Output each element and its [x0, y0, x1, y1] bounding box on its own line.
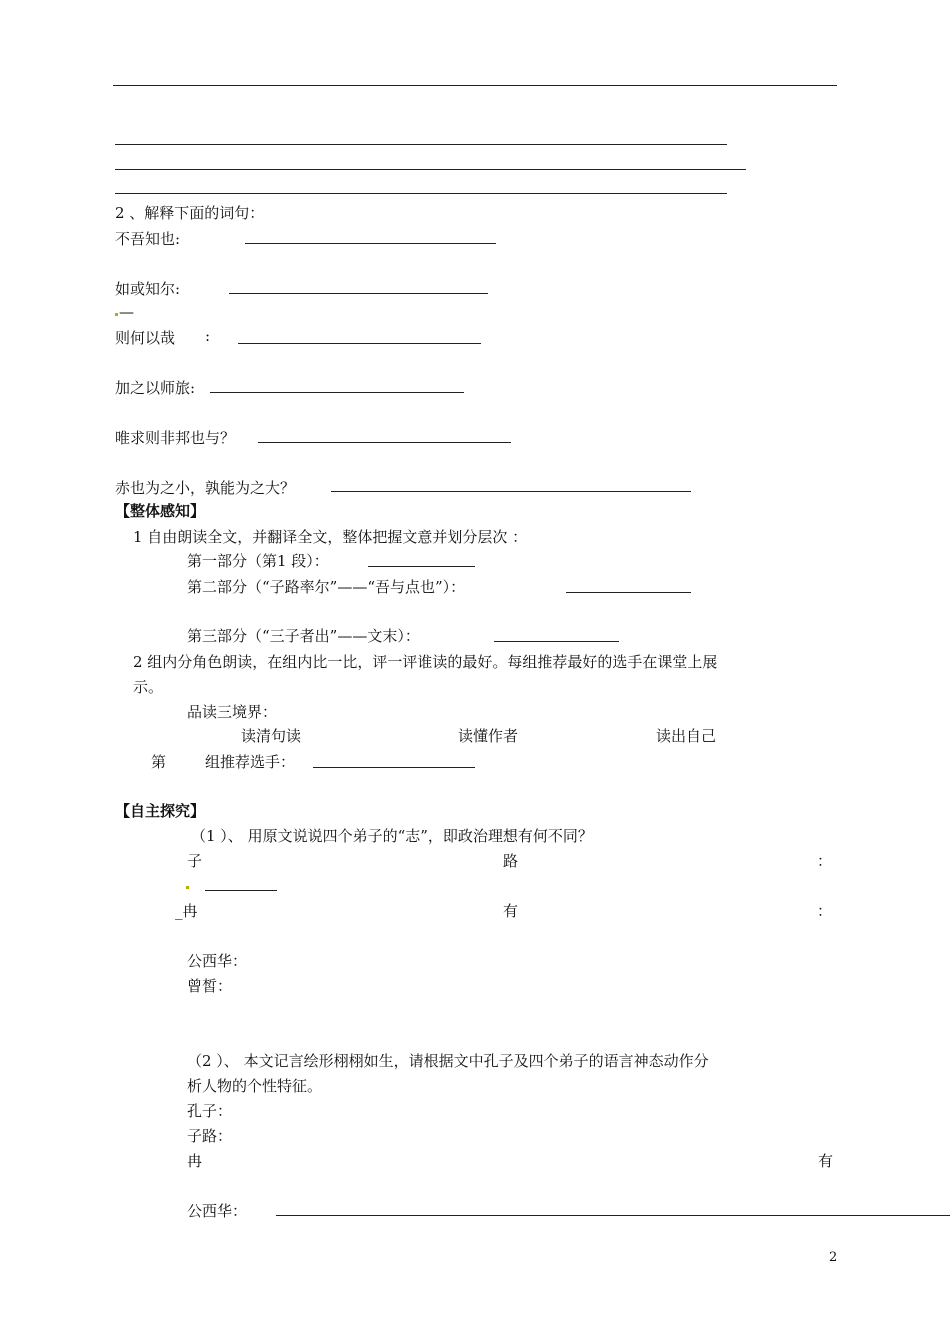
answer-line[interactable]: [313, 767, 475, 768]
answer-line[interactable]: [566, 592, 691, 593]
q2-item-2: 如或知尔:: [115, 280, 181, 298]
level-1: 读清句读: [241, 727, 302, 745]
q2-heading: 2 、解释下面的词句：: [115, 204, 265, 222]
answer-line: [115, 144, 727, 145]
answer-line[interactable]: [210, 392, 464, 393]
answer-line[interactable]: [258, 442, 511, 443]
answer-line[interactable]: [205, 890, 277, 891]
kongzi-label: 孔子：: [187, 1102, 233, 1120]
marker-dot: [186, 886, 189, 889]
ran-label: 冉: [187, 1152, 203, 1170]
q2-item-4: 加之以师旅:: [115, 379, 196, 397]
explore-q2-cont: 析人物的个性特征。: [187, 1077, 323, 1095]
zilu-char-1: 子: [187, 852, 203, 870]
q2-item-3: 则何以哉: [115, 329, 176, 347]
answer-line[interactable]: [229, 293, 488, 294]
explore-q1: （1 ）、 用原文说说四个弟子的“志”，即政治理想有何不同？: [191, 827, 593, 845]
explore-q2: （2 ）、 本文记言绘形栩栩如生，请根据文中孔子及四个弟子的语言神态动作分: [187, 1052, 709, 1070]
q2-item-1: 不吾知也:: [115, 230, 181, 248]
level-2: 读懂作者: [458, 727, 519, 745]
level-3: 读出自己: [656, 727, 717, 745]
q2-item-5: 唯求则非邦也与？: [115, 429, 236, 447]
part-2-label: 第二部分（“子路率尔”——“吾与点也”）：: [187, 578, 466, 596]
q2-dash: —: [119, 303, 134, 321]
ranyou-colon: ：: [817, 902, 833, 920]
zengxi-label: 曾皙：: [187, 977, 233, 995]
answer-line[interactable]: [494, 641, 619, 642]
marker-dot: [115, 313, 118, 316]
answer-line[interactable]: [368, 566, 475, 567]
q2-item-3-colon: :: [205, 327, 211, 345]
overall-task-2: 2 组内分角色朗读，在组内比一比，评一评谁读的最好。每组推荐最好的选手在课堂上展: [133, 653, 718, 671]
answer-line[interactable]: [238, 343, 481, 344]
overall-heading: 【整体感知】: [115, 502, 206, 520]
zilu-label: 子路：: [187, 1127, 233, 1145]
page-number: 2: [829, 1250, 838, 1265]
you-label: 有: [818, 1152, 834, 1170]
answer-line[interactable]: [331, 491, 691, 492]
explore-heading: 【自主探究】: [115, 802, 206, 820]
three-levels-label: 品读三境界：: [187, 703, 278, 721]
answer-line[interactable]: [276, 1215, 950, 1216]
zilu-colon: ：: [817, 852, 833, 870]
overall-task-1: 1 自由朗读全文，并翻译全文，整体把握文意并划分层次 ：: [133, 528, 528, 546]
answer-line[interactable]: [245, 243, 496, 244]
ranyou-char-1: _冉: [175, 902, 198, 920]
header-rule: [113, 85, 837, 86]
overall-task-2-cont: 示。: [133, 678, 164, 696]
gongxihua-label: 公西华：: [187, 952, 248, 970]
group-suffix: 组推荐选手：: [205, 753, 296, 771]
group-prefix: 第: [151, 753, 167, 771]
ranyou-char-2: 有: [503, 902, 519, 920]
answer-line: [115, 169, 746, 170]
q2-item-6: 赤也为之小，孰能为之大？: [115, 479, 296, 497]
gongxihua-label-2: 公西华：: [187, 1202, 248, 1220]
part-1-label: 第一部分（第1 段）：: [187, 552, 329, 570]
part-3-label: 第三部分（“三子者出”——文末）：: [187, 627, 420, 645]
answer-line: [115, 193, 727, 194]
zilu-char-2: 路: [503, 852, 519, 870]
